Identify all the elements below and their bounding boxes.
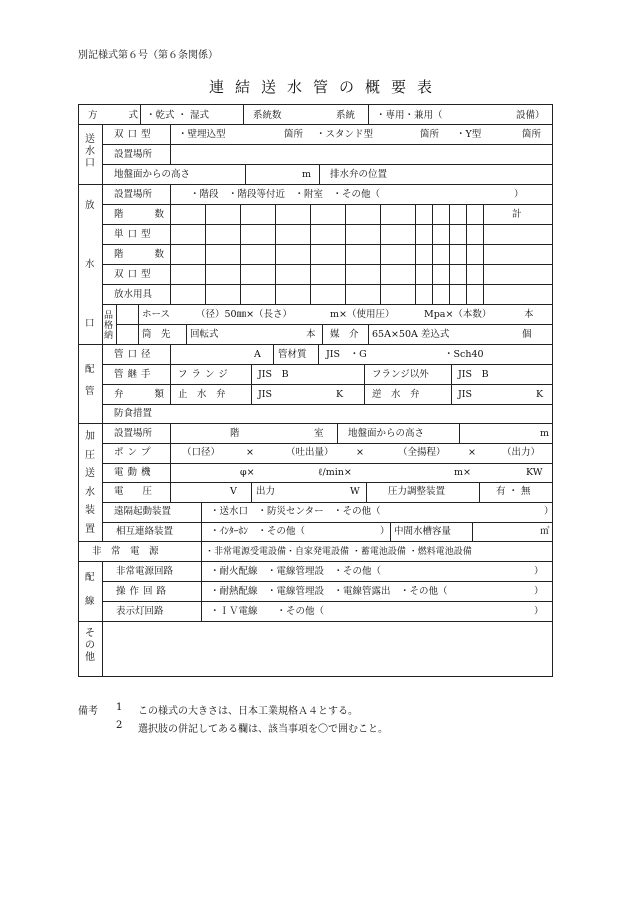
pump-bore: （口径） — [182, 447, 221, 458]
power-circuit-options: ・耐火配線 ・電線管埋設 ・その他（ — [210, 566, 382, 577]
note-2-number: 2 — [116, 720, 123, 731]
dual-type-label: 双口型 — [114, 129, 155, 140]
medium-unit: 個 — [522, 329, 532, 340]
hose-spec: （径）50㎜×（長さ） — [196, 309, 293, 320]
indicator-circuit-label: 表示灯回路 — [116, 606, 164, 617]
pressure-device-label: 圧力調整装置 — [388, 486, 446, 497]
control-circuit-label: 操作回路 — [116, 586, 171, 597]
stop-valve-label: 止 水 弁 — [178, 389, 226, 400]
tank-capacity-label: 中間水槽容量 — [394, 526, 452, 537]
motor-phi: φ× — [240, 467, 255, 478]
emergency-power-label: 非 常 電 源 — [92, 546, 159, 557]
haisen-label-bot: 線 — [85, 596, 95, 607]
houshiki-label: 方 式 — [88, 110, 143, 121]
medium-spec: 65A×50A 差込式 — [372, 329, 450, 340]
housuiko-location-label: 設置場所 — [114, 189, 153, 200]
pipe-material-jis: JIS ・G — [326, 349, 367, 360]
single-type-label: 単口型 — [114, 229, 155, 240]
housuiko-label-bot: 口 — [85, 318, 95, 329]
note-1-number: 1 — [116, 702, 123, 713]
control-circuit-close: ） — [534, 586, 544, 597]
y-type-unit: 箇所 — [522, 129, 542, 140]
remote-start-options: ・送水口 ・防災センター ・その他（ — [210, 506, 381, 517]
valve-label: 弁 類 — [114, 389, 169, 400]
stand-type-unit: 箇所 — [420, 129, 440, 140]
total-label: 計 — [512, 209, 522, 220]
hose-count: Mpa×（本数） — [424, 309, 492, 320]
motor-label: 電動機 — [114, 467, 155, 478]
pump-x2: × — [356, 447, 364, 458]
remote-start-label: 遠隔起動装置 — [114, 506, 172, 517]
drain-valve-label: 排水弁の位置 — [330, 169, 388, 180]
stand-type-option: ・スタンド型 — [316, 129, 374, 140]
floor-count-label-2: 階 数 — [114, 249, 169, 260]
nozzle-type: 回転式 — [190, 329, 219, 340]
kaatsu-height-unit: m — [540, 428, 550, 439]
pipe-material-sch: ・Sch40 — [444, 349, 484, 360]
haisen-label-top: 配 — [85, 572, 95, 583]
housuiko-location-close: ） — [514, 189, 524, 200]
hose-unit: 本 — [524, 309, 534, 320]
pump-label: ポンプ — [114, 447, 155, 458]
medium-label: 媒 介 — [330, 329, 359, 340]
haikan-label-top: 配 — [85, 364, 95, 375]
flange-jis: JIS B — [258, 369, 289, 380]
pump-discharge: （吐出量） — [286, 447, 334, 458]
pump-output: （出力） — [502, 447, 541, 458]
sousuiko-location-label: 設置場所 — [114, 149, 153, 160]
motor-kw: KW — [526, 467, 543, 478]
systems-count-label: 系統数 — [253, 110, 282, 121]
form-reference: 別記様式第６号（第６条関係） — [78, 50, 218, 61]
non-flange-label: フランジ以外 — [372, 369, 429, 380]
sousuiko-height-label: 地盤面からの高さ — [114, 169, 191, 180]
output-label: 出力 — [256, 486, 276, 497]
pump-x3: × — [468, 447, 476, 458]
pipe-diameter-label: 管口径 — [114, 349, 155, 360]
power-circuit-close: ） — [534, 566, 544, 577]
usage-unit: 設備） — [516, 110, 545, 121]
remote-start-close: ） — [544, 506, 554, 517]
check-valve-unit: K — [536, 389, 544, 400]
kaatsu-floor-unit: 階 — [230, 428, 240, 439]
tank-capacity-unit: ㎥ — [540, 526, 550, 537]
nozzle-tools-label: 放水用具 — [114, 289, 153, 300]
power-circuit-label: 非常電源回路 — [116, 566, 174, 577]
housuiko-label-top: 放 — [85, 200, 95, 211]
pipe-joint-label: 管継手 — [114, 369, 155, 380]
housuiko-location-options: ・階段 ・階段等付近 ・附室 ・その他（ — [190, 189, 381, 200]
note-2-text: 選択肢の併記してある欄は、該当事項を〇で囲むこと。 — [138, 724, 388, 735]
flange-label: フランジ — [178, 369, 232, 380]
pressure-device-options: 有 ・ 無 — [496, 486, 531, 497]
pump-x1: × — [246, 447, 254, 458]
dual-type-label-2: 双口型 — [114, 269, 155, 280]
emergency-power-options: ・非常電源受電設備・自家発電設備 ・蓄電池設備 ・燃料電池設備 — [205, 547, 472, 557]
control-circuit-options: ・耐熱配線 ・電線管埋設 ・電線管露出 ・その他（ — [210, 586, 448, 597]
voltage-label: 電 圧 — [114, 486, 153, 497]
check-valve-label: 逆 水 弁 — [372, 389, 420, 400]
corrosion-label: 防食措置 — [114, 408, 153, 419]
sousuiko-label: 送水口 — [85, 134, 95, 169]
stop-valve-jis: JIS — [258, 389, 273, 400]
indicator-circuit-options: ・ＩＶ電線 ・その他（ — [210, 606, 325, 617]
hose-pressure: m×（使用圧） — [330, 309, 395, 320]
check-valve-jis: JIS — [458, 389, 473, 400]
sousuiko-height-unit: m — [302, 169, 312, 180]
mutual-comm-close: ） — [380, 526, 390, 537]
y-type-option: ・Y型 — [456, 129, 482, 140]
motor-lmin: ℓ/min× — [318, 467, 352, 478]
output-unit: W — [350, 486, 360, 497]
systems-unit: 系統 — [336, 110, 356, 121]
kaatsu-height-label: 地盤面からの高さ — [348, 428, 425, 439]
storage-items-label: 品格納 — [104, 311, 114, 341]
wall-type-option: ・壁埋込型 — [178, 129, 226, 140]
floor-count-label: 階 数 — [114, 209, 169, 220]
nozzle-label: 筒 先 — [142, 329, 171, 340]
motor-m: m× — [454, 467, 471, 478]
other-label: その他 — [85, 628, 95, 663]
mutual-comm-label: 相互連絡装置 — [116, 526, 174, 537]
usage-options: ・専用・兼用（ — [376, 110, 443, 121]
housuiko-label-mid: 水 — [85, 259, 95, 270]
wall-type-unit: 箇所 — [284, 129, 304, 140]
mutual-comm-options: ・ｲﾝﾀｰﾎﾝ ・その他（ — [210, 526, 306, 537]
non-flange-jis: JIS B — [458, 369, 489, 380]
kaatsu-location-label: 設置場所 — [114, 428, 153, 439]
hose-label: ホース — [142, 309, 171, 320]
notes-prefix: 備考 — [78, 706, 98, 717]
nozzle-unit: 本 — [306, 329, 316, 340]
kaatsu-label: 加圧送水装置 — [85, 431, 95, 535]
indicator-circuit-close: ） — [534, 606, 544, 617]
voltage-unit: V — [230, 486, 237, 497]
form-title: 連結送水管の概要表 — [208, 78, 443, 96]
pipe-diameter-unit: A — [254, 349, 261, 360]
pipe-material-label: 管材質 — [278, 349, 307, 360]
houshiki-type-options: ・乾式 ・ 湿式 — [146, 110, 210, 121]
kaatsu-room-unit: 室 — [314, 428, 324, 439]
pump-head: （全揚程） — [398, 447, 446, 458]
stop-valve-unit: K — [336, 389, 344, 400]
note-1-text: この様式の大きさは、日本工業規格Ａ４とする。 — [138, 706, 358, 717]
haikan-label-bot: 管 — [85, 386, 95, 397]
